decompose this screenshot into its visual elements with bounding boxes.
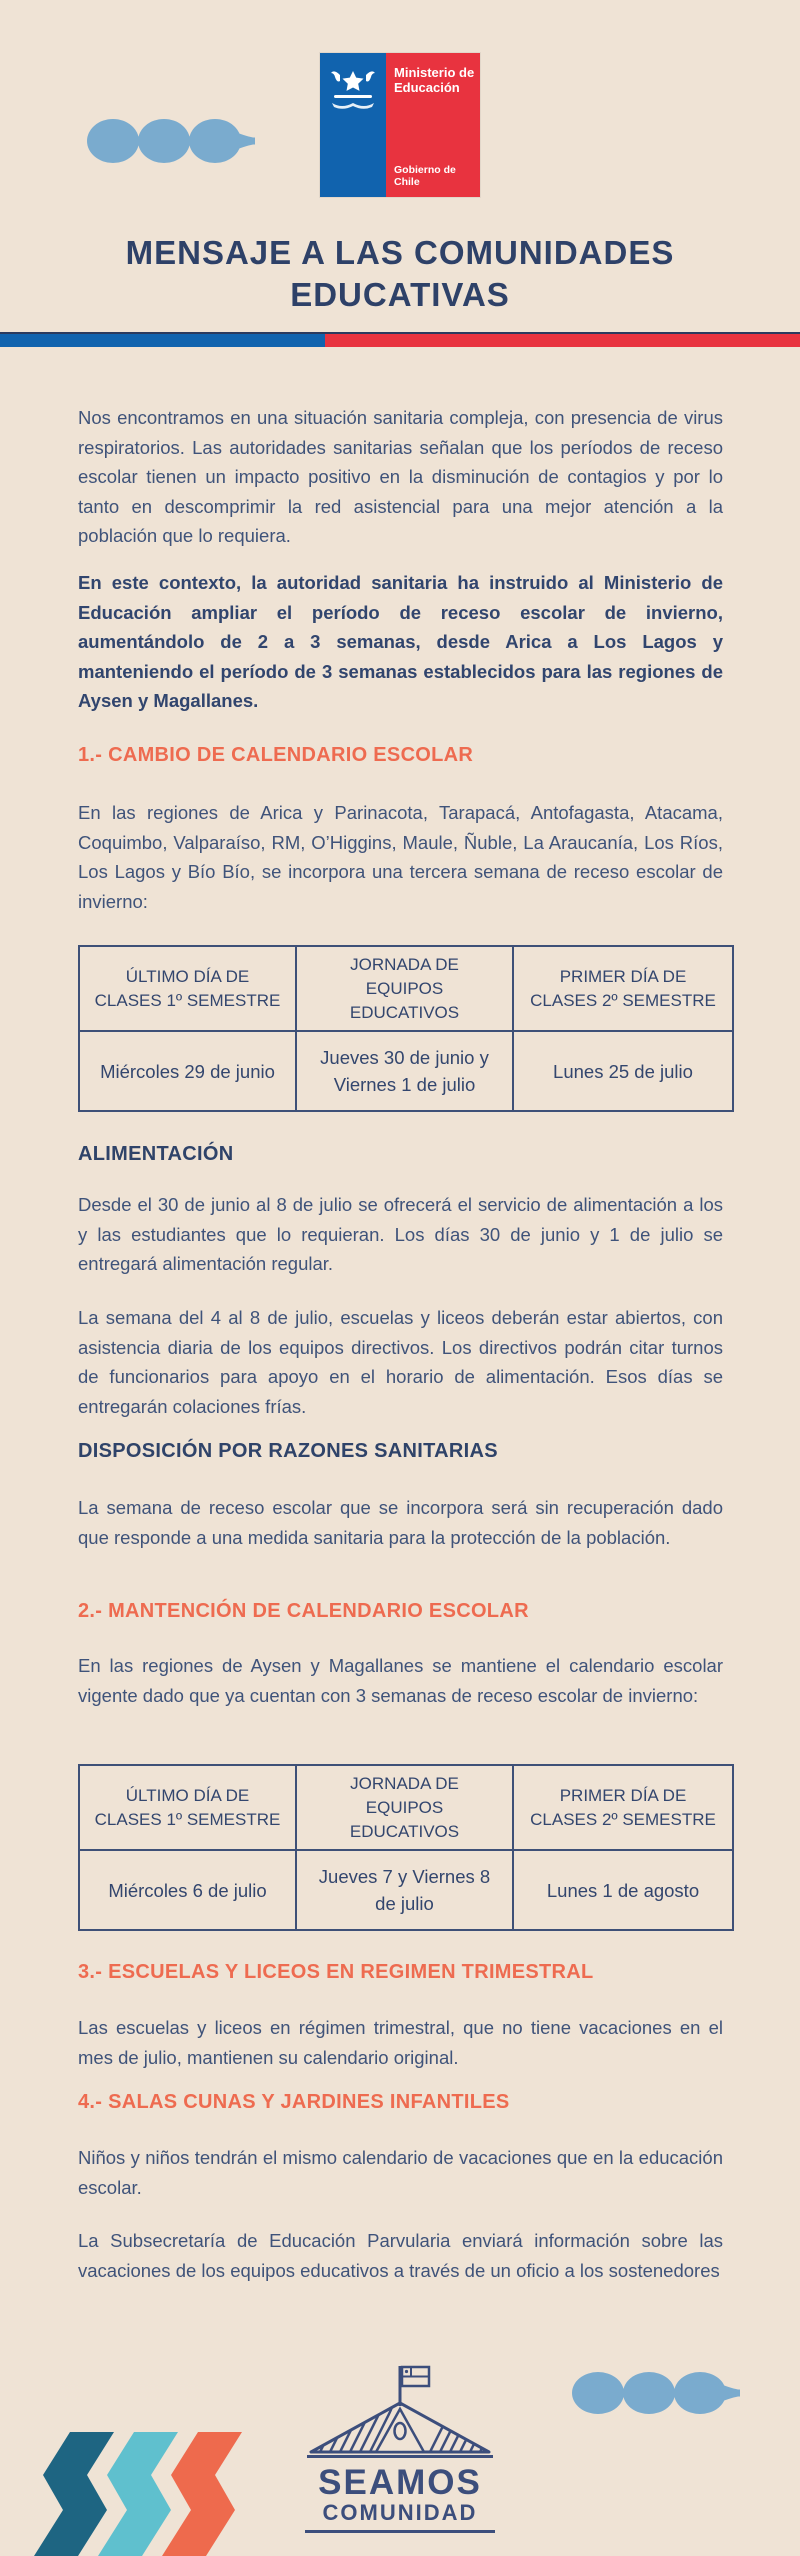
dots-icon: [85, 118, 257, 166]
ministry-logo-red-panel: [386, 53, 480, 197]
section-2-paragraph: En las regiones de Aysen y Magallanes se mantiene el calendario escolar vigente dado que ya cuentan con 3 semanas de receso escolar de invierno:: [78, 1655, 723, 1706]
table2-data-cell: Miércoles 6 de julio: [79, 1850, 296, 1930]
section-3-paragraph: Las escuelas y liceos en régimen trimestral, que no tiene vacaciones en el mes de julio, mantienen su calendario original.: [78, 2017, 723, 2068]
table2-header-cell: PRIMER DÍA DE CLASES 2º SEMESTRE: [513, 1765, 733, 1850]
calendar-table-2: [78, 1764, 734, 1931]
ministry-logo: [320, 53, 480, 197]
alimentacion-paragraph-1: Desde el 30 de junio al 8 de julio se ofrecerá el servicio de alimentación a los y las estudiantes que lo requieran. Los días 30 de junio y 1 de julio se entregará alimentación regular.: [78, 1194, 723, 1274]
ministry-name: Ministerio de Educación: [394, 65, 475, 95]
calendar-table-1: [78, 945, 734, 1112]
table2-header-cell: JORNADA DE EQUIPOS EDUCATIVOS: [296, 1765, 513, 1850]
section-4-heading: 4.- SALAS CUNAS Y JARDINES INFANTILES: [78, 2091, 510, 2113]
seamos-underline: [305, 2530, 495, 2533]
flag-color-bar-blue: [0, 334, 325, 347]
section-3-heading: 3.- ESCUELAS Y LICEOS EN REGIMEN TRIMESTRAL: [78, 1961, 594, 1983]
intro-paragraph: Nos encontramos en una situación sanitaria compleja, con presencia de virus respiratorios. Las autoridades sanitarias señalan que los períodos de receso escolar tienen un impacto positivo en la disminución de contagios y por lo tanto en descomprimir la red asistencial para una mejor atención a la población que lo requiera.: [78, 407, 723, 546]
seamos-text: SEAMOS: [318, 2463, 482, 2502]
table1-data-cell: Jueves 30 de junio y Viernes 1 de julio: [296, 1031, 513, 1111]
flag-color-bar: [0, 334, 800, 347]
government-label: Gobierno de Chile: [394, 164, 456, 188]
table1-header-cell: JORNADA DE EQUIPOS EDUCATIVOS: [296, 946, 513, 1031]
section-2-heading: 2.- MANTENCIÓN DE CALENDARIO ESCOLAR: [78, 1600, 529, 1622]
disposicion-paragraph: La semana de receso escolar que se incorpora será sin recuperación dado que responde a una medida sanitaria para la protección de la población.: [78, 1497, 723, 1548]
comunidad-text: COMUNIDAD: [322, 2500, 478, 2525]
table2-data-cell: Jueves 7 y Viernes 8 de julio: [296, 1850, 513, 1930]
context-paragraph: En este contexto, la autoridad sanitaria ha instruido al Ministerio de Educación ampliar el período de receso escolar de invierno, aumentándolo de 2 a 3 semanas, desde Arica a Los Lagos y manteniendo el período de 3 semanas establecidos para las regiones de Aysen y Magallanes.: [78, 572, 723, 711]
table1-data-cell: Lunes 25 de julio: [513, 1031, 733, 1111]
flag-color-bar-red: [325, 334, 800, 347]
section-4-paragraph-2: La Subsecretaría de Educación Parvularia enviará información sobre las vacaciones de los equipos educativos a través de un oficio a los sostenedores: [78, 2230, 723, 2281]
table2-header-cell: ÚLTIMO DÍA DE CLASES 1º SEMESTRE: [79, 1765, 296, 1850]
table1-data-cell: Miércoles 29 de junio: [79, 1031, 296, 1111]
school-building-icon: [305, 2362, 495, 2462]
disposicion-heading: DISPOSICIÓN POR RAZONES SANITARIAS: [78, 1440, 498, 1462]
alimentacion-paragraph-2: La semana del 4 al 8 de julio, escuelas y liceos deberán estar abiertos, con asistencia diaria de los equipos directivos. Los directivos podrán citar turnos de funcionarios para apoyo en el horario de alimentación. Esos días se entregarán colaciones frías.: [78, 1307, 723, 1417]
coat-of-arms-icon: [320, 53, 386, 133]
table1-header-cell: PRIMER DÍA DE CLASES 2º SEMESTRE: [513, 946, 733, 1031]
section-1-paragraph: En las regiones de Arica y Parinacota, Tarapacá, Antofagasta, Atacama, Coquimbo, Valparaíso, RM, O’Higgins, Maule, Ñuble, La Araucanía, Los Ríos, Los Lagos y Bío Bío, se incorpora una tercera semana de receso escolar de invierno:: [78, 802, 723, 912]
table1-header-cell: ÚLTIMO DÍA DE CLASES 1º SEMESTRE: [79, 946, 296, 1031]
table2-data-cell: Lunes 1 de agosto: [513, 1850, 733, 1930]
section-1-heading: 1.- CAMBIO DE CALENDARIO ESCOLAR: [78, 744, 474, 766]
ministry-logo-blue-panel: [320, 53, 386, 197]
page-title: MENSAJE A LAS COMUNIDADES EDUCATIVAS: [125, 234, 675, 313]
seamos-comunidad-logo: [305, 2362, 495, 2533]
dots-icon-bottom: [570, 2371, 742, 2417]
alimentacion-heading: ALIMENTACIÓN: [78, 1143, 234, 1165]
section-4-paragraph-1: Niños y niños tendrán el mismo calendario de vacaciones que en la educación escolar.: [78, 2147, 723, 2198]
flag-icon: [402, 2367, 429, 2386]
